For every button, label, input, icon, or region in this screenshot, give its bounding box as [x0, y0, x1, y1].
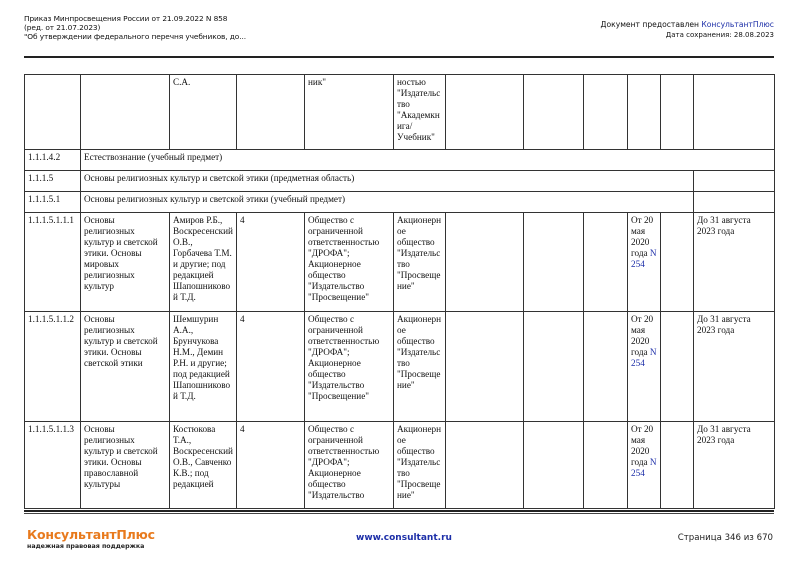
- order-date: От 20 мая 2020 года: [631, 424, 654, 467]
- cell-empty: [694, 192, 775, 213]
- table-row: [25, 422, 775, 509]
- cell-code: 1.1.1.5.1.1.2: [25, 312, 81, 422]
- section-code: 1.1.1.5.1: [25, 192, 81, 213]
- footer-brand-logo[interactable]: КонсультантПлюс: [27, 527, 155, 542]
- order-date: От 20 мая 2020 года: [631, 215, 654, 258]
- cell-holder: Акционерное общество "Издательство "Просвещение": [394, 312, 446, 422]
- order-link[interactable]: N 254: [631, 347, 657, 368]
- header-revision: (ред. от 21.07.2023): [24, 23, 101, 32]
- cell-order: [628, 422, 661, 509]
- page-counter: Страница 346 из 670: [677, 533, 773, 543]
- cell-empty: [694, 171, 775, 192]
- cell-authors: Амиров Р.Б., Воскресенский О.В., Горбачева Т.М. и другие; под редакцией Шапошниковой Т.Д.: [170, 213, 237, 312]
- cell-publisher: Общество с ограниченной ответственностью "ДРОФА"; Акционерное общество "Издательство "Просвещение": [305, 213, 394, 312]
- cell-empty: [584, 75, 628, 150]
- cell-until: До 31 августа 2023 года: [694, 422, 775, 509]
- cell-empty: [524, 213, 584, 312]
- cell-empty: [661, 75, 694, 150]
- cell-empty: [524, 75, 584, 150]
- textbook-list-table: [24, 74, 775, 509]
- cell-empty: [661, 422, 694, 509]
- cell-empty: [446, 312, 524, 422]
- footer-tagline: надежная правовая поддержка: [27, 543, 145, 550]
- cell-empty: [584, 422, 628, 509]
- cell-empty: [446, 422, 524, 509]
- header-brand-link[interactable]: КонсультантПлюс: [701, 20, 774, 29]
- table-row: [25, 213, 775, 312]
- section-title: Основы религиозных культур и светской этики (предметная область): [81, 171, 694, 192]
- cell-grade: 4: [237, 422, 305, 509]
- cell-empty: [694, 75, 775, 150]
- cell-name: Основы религиозных культур и светской этики. Основы светской этики: [81, 312, 170, 422]
- table-row-continuation: [25, 75, 775, 150]
- cell-name: [81, 75, 170, 150]
- section-row: [25, 171, 775, 192]
- cell-holder: Акционерное общество "Издательство "Просвещение": [394, 422, 446, 509]
- cell-empty: [524, 422, 584, 509]
- cell-name: Основы религиозных культур и светской этики. Основы православной культуры: [81, 422, 170, 509]
- cell-order: [628, 312, 661, 422]
- section-code: 1.1.1.5: [25, 171, 81, 192]
- order-link[interactable]: N 254: [631, 457, 657, 478]
- cell-authors: С.А.: [170, 75, 237, 150]
- section-row: [25, 192, 775, 213]
- cell-empty: [584, 213, 628, 312]
- header-provided-by: Документ предоставлен: [600, 20, 702, 29]
- cell-code: 1.1.1.5.1.1.1: [25, 213, 81, 312]
- cell-empty: [628, 75, 661, 150]
- footer-website-link[interactable]: www.consultant.ru: [356, 533, 452, 543]
- cell-empty: [584, 312, 628, 422]
- cell-holder: Акционерное общество "Издательство "Просвещение": [394, 213, 446, 312]
- header-divider: [24, 56, 774, 58]
- section-code: 1.1.1.4.2: [25, 150, 81, 171]
- cell-code: [25, 75, 81, 150]
- cell-until: До 31 августа 2023 года: [694, 213, 775, 312]
- document-header-right: [601, 20, 774, 40]
- cell-name: Основы религиозных культур и светской этики. Основы мировых религиозных культур: [81, 213, 170, 312]
- cell-grade: [237, 75, 305, 150]
- cell-publisher: Общество с ограниченной ответственностью "ДРОФА"; Акционерное общество "Издательство: [305, 422, 394, 509]
- cell-authors: Шемшурин А.А., Брунчукова Н.М., Демин Р.Н. и другие; под редакцией Шапошниковой Т.Д.: [170, 312, 237, 422]
- cell-empty: [446, 213, 524, 312]
- order-date: От 20 мая 2020 года: [631, 314, 654, 357]
- cell-until: До 31 августа 2023 года: [694, 312, 775, 422]
- cell-authors: Костюкова Т.А., Воскресенский О.В., Савченко К.В.; под редакцией: [170, 422, 237, 509]
- cell-grade: 4: [237, 312, 305, 422]
- footer-divider: [24, 510, 774, 514]
- section-title: Естествознание (учебный предмет): [81, 150, 775, 171]
- cell-empty: [661, 213, 694, 312]
- cell-code: 1.1.1.5.1.1.3: [25, 422, 81, 509]
- cell-grade: 4: [237, 213, 305, 312]
- header-order-title: Приказ Минпросвещения России от 21.09.2022 N 858: [24, 14, 228, 23]
- cell-empty: [446, 75, 524, 150]
- cell-publisher: Общество с ограниченной ответственностью "ДРОФА"; Акционерное общество "Издательство "Просвещение": [305, 312, 394, 422]
- cell-publisher: ник": [305, 75, 394, 150]
- header-doc-subject: "Об утверждении федерального перечня учебников, до...: [24, 32, 246, 41]
- section-row: [25, 150, 775, 171]
- cell-order: [628, 213, 661, 312]
- header-save-date: Дата сохранения: 28.08.2023: [665, 31, 774, 39]
- cell-holder: ностью "Издательство "Академкнига/Учебник": [394, 75, 446, 150]
- table-row: [25, 312, 775, 422]
- section-title: Основы религиозных культур и светской этики (учебный предмет): [81, 192, 694, 213]
- order-link[interactable]: N 254: [631, 248, 657, 269]
- cell-empty: [661, 312, 694, 422]
- cell-empty: [524, 312, 584, 422]
- document-header-left: [24, 14, 246, 41]
